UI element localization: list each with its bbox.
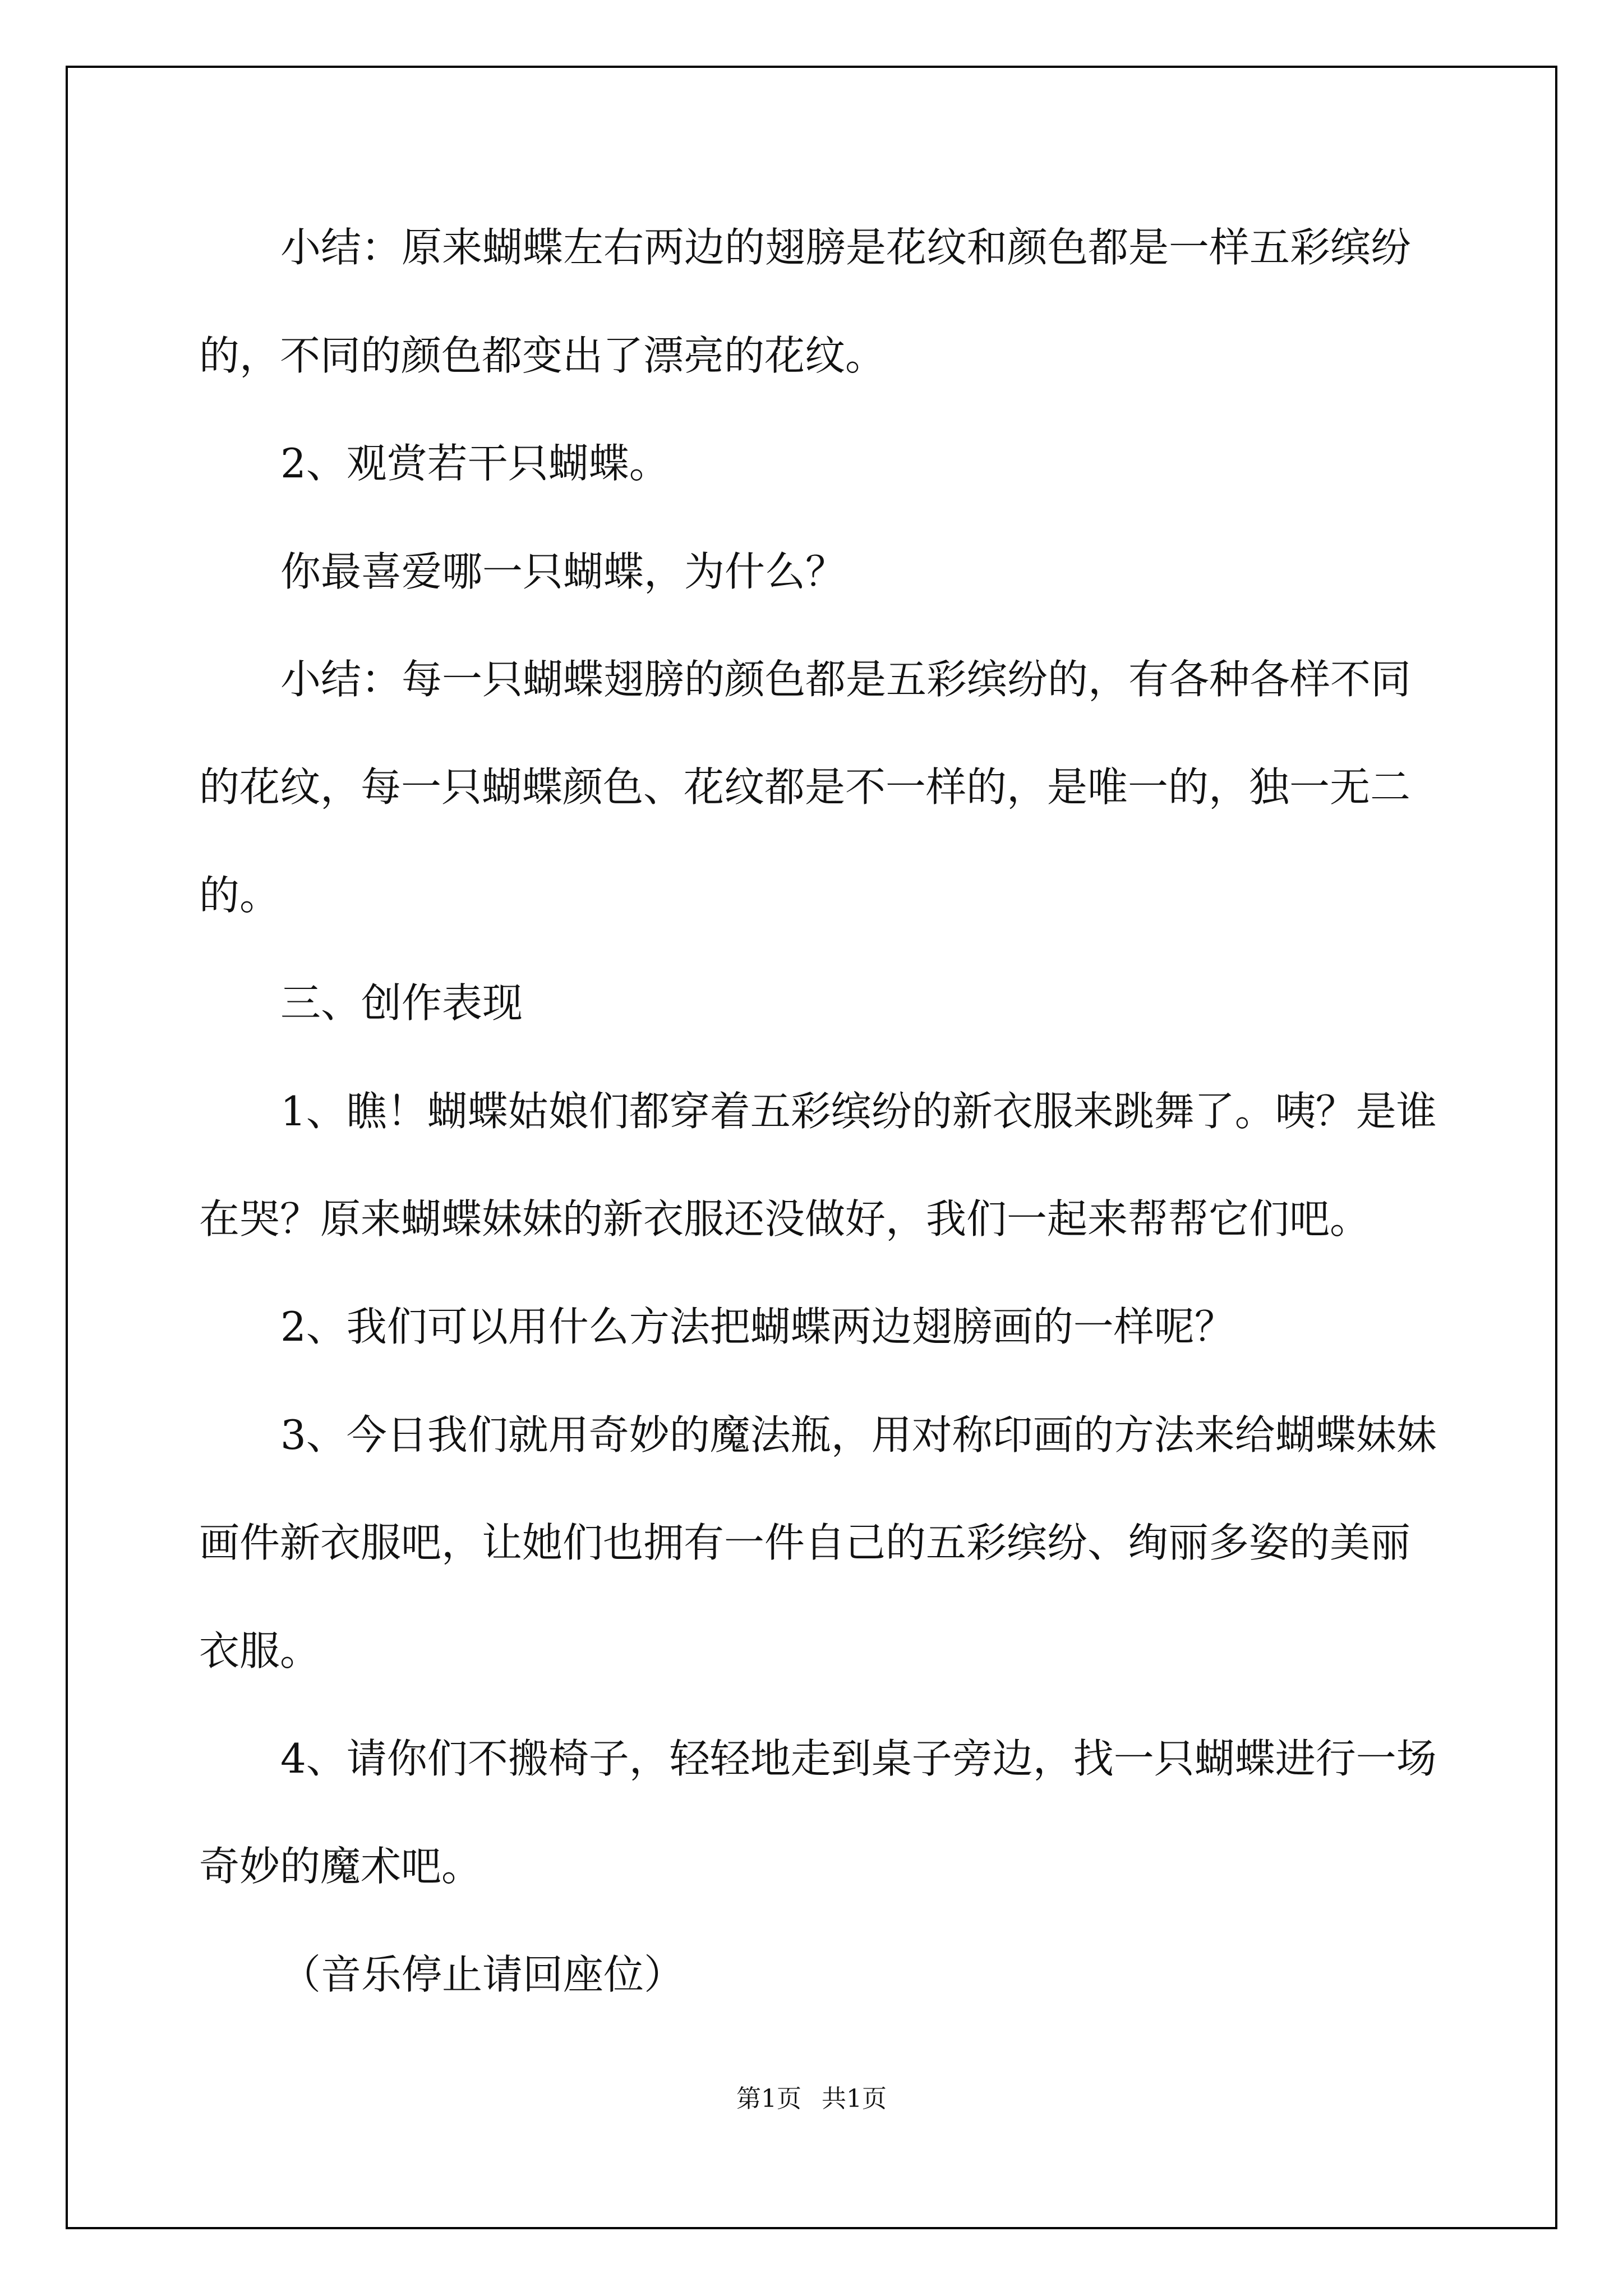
page-total: 共1页 [822, 2085, 887, 2113]
paragraph-line: 你最喜爱哪一只蝴蝶，为什么？ [280, 548, 846, 595]
paragraph-line: 画件新衣服吧，让她们也拥有一件自己的五彩缤纷、绚丽多姿的美丽 [199, 1519, 1411, 1566]
section-heading: 三、创作表现 [280, 979, 523, 1027]
paragraph-line: 衣服。 [199, 1627, 321, 1674]
paragraph-line: （音乐停止请回座位） [280, 1951, 685, 1998]
paragraph-line: 2、我们可以用什么方法把蝴蝶两边翅膀画的一样呢？ [280, 1303, 1235, 1350]
paragraph-line: 奇妙的魔术吧。 [199, 1843, 482, 1890]
paragraph-line: 的花纹，每一只蝴蝶颜色、花纹都是不一样的，是唯一的，独一无二 [199, 763, 1411, 811]
paragraph-line: 1、瞧！蝴蝶姑娘们都穿着五彩缤纷的新衣服来跳舞了。咦？是谁 [280, 1088, 1437, 1135]
paragraph-line: 3、今日我们就用奇妙的魔法瓶，用对称印画的方法来给蝴蝶妹妹 [280, 1411, 1437, 1458]
paragraph-line: 2、观赏若干只蝴蝶。 [280, 440, 670, 487]
page-number: 第1页 [736, 2085, 801, 2113]
paragraph-line: 在哭？原来蝴蝶妹妹的新衣服还没做好，我们一起来帮帮它们吧。 [199, 1195, 1371, 1243]
page-footer [0, 2078, 1623, 2114]
paragraph-line: 小结：原来蝴蝶左右两边的翅膀是花纹和颜色都是一样五彩缤纷 [280, 224, 1412, 271]
paragraph-line: 的，不同的颜色都变出了漂亮的花纹。 [199, 332, 886, 379]
paragraph-line: 的。 [199, 872, 280, 919]
paragraph-line: 小结：每一只蝴蝶翅膀的颜色都是五彩缤纷的，有各种各样不同 [280, 656, 1412, 703]
page-border [66, 66, 1557, 2229]
paragraph-line: 4、请你们不搬椅子，轻轻地走到桌子旁边，找一只蝴蝶进行一场 [280, 1735, 1437, 1782]
